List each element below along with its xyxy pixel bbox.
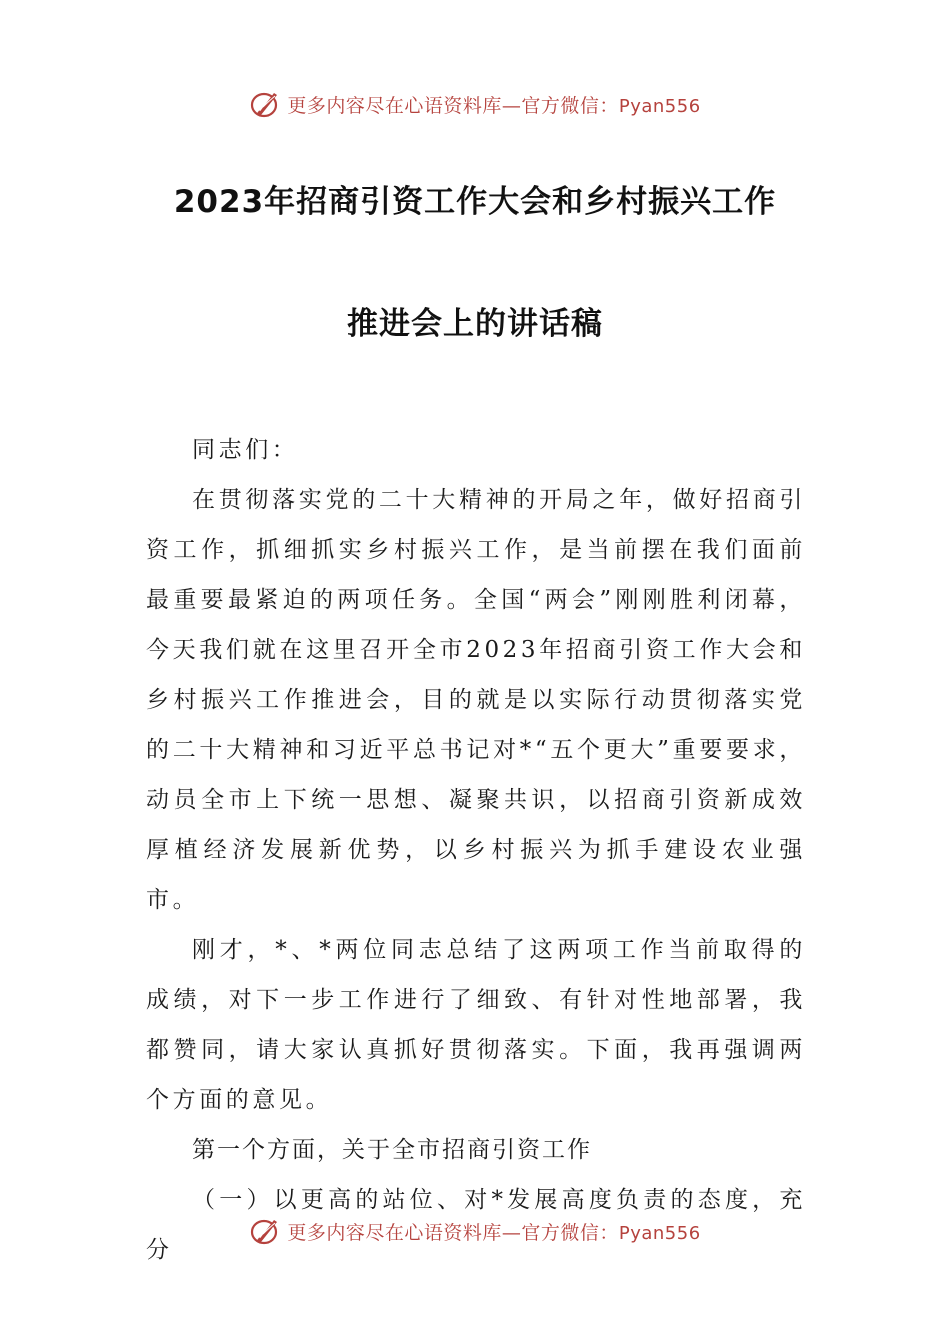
paragraph: 刚才，*、*两位同志总结了这两项工作当前取得的成绩，对下一步工作进行了细致、有针对性地部署，我都赞同，请大家认真抓好贯彻落实。下面，我再强调两个方面的意见。 xyxy=(146,937,806,1113)
subsection-heading: （一）以更高的站位、对*发展高度负责的态度，充分 xyxy=(146,1187,806,1263)
document-title-line-1: 2023年招商引资工作大会和乡村振兴工作 xyxy=(173,184,777,220)
document-title-line-2: 推进会上的讲话稿 xyxy=(347,306,603,342)
document-body xyxy=(146,425,806,1275)
quill-pen-logo-icon xyxy=(249,87,283,121)
watermark-text: 更多内容尽在心语资料库—官方微信：Pyan556 xyxy=(287,94,701,117)
paragraph: 在贯彻落实党的二十大精神的开局之年，做好招商引资工作，抓细抓实乡村振兴工作，是当前摆在我们面前最重要最紧迫的两项任务。全国“两会”刚刚胜利闭幕，今天我们就在这里召开全市2023年招商引资工作大会和乡村振兴工作推进会，目的就是以实际行动贯彻落实党的二十大精神和习近平总书记对*“五个更大”重要要求，动员全市上下统一思想、凝聚共识，以招商引资新成效厚植经济发展新优势，以乡村振兴为抓手建设农业强市。 xyxy=(146,487,806,913)
salutation: 同志们： xyxy=(192,437,299,463)
watermark-text: 更多内容尽在心语资料库—官方微信：Pyan556 xyxy=(287,1221,701,1244)
header-watermark xyxy=(0,84,950,124)
quill-pen-logo-icon xyxy=(249,1214,283,1248)
section-heading: 第一个方面，关于全市招商引资工作 xyxy=(192,1137,592,1163)
footer-watermark xyxy=(0,1211,950,1251)
